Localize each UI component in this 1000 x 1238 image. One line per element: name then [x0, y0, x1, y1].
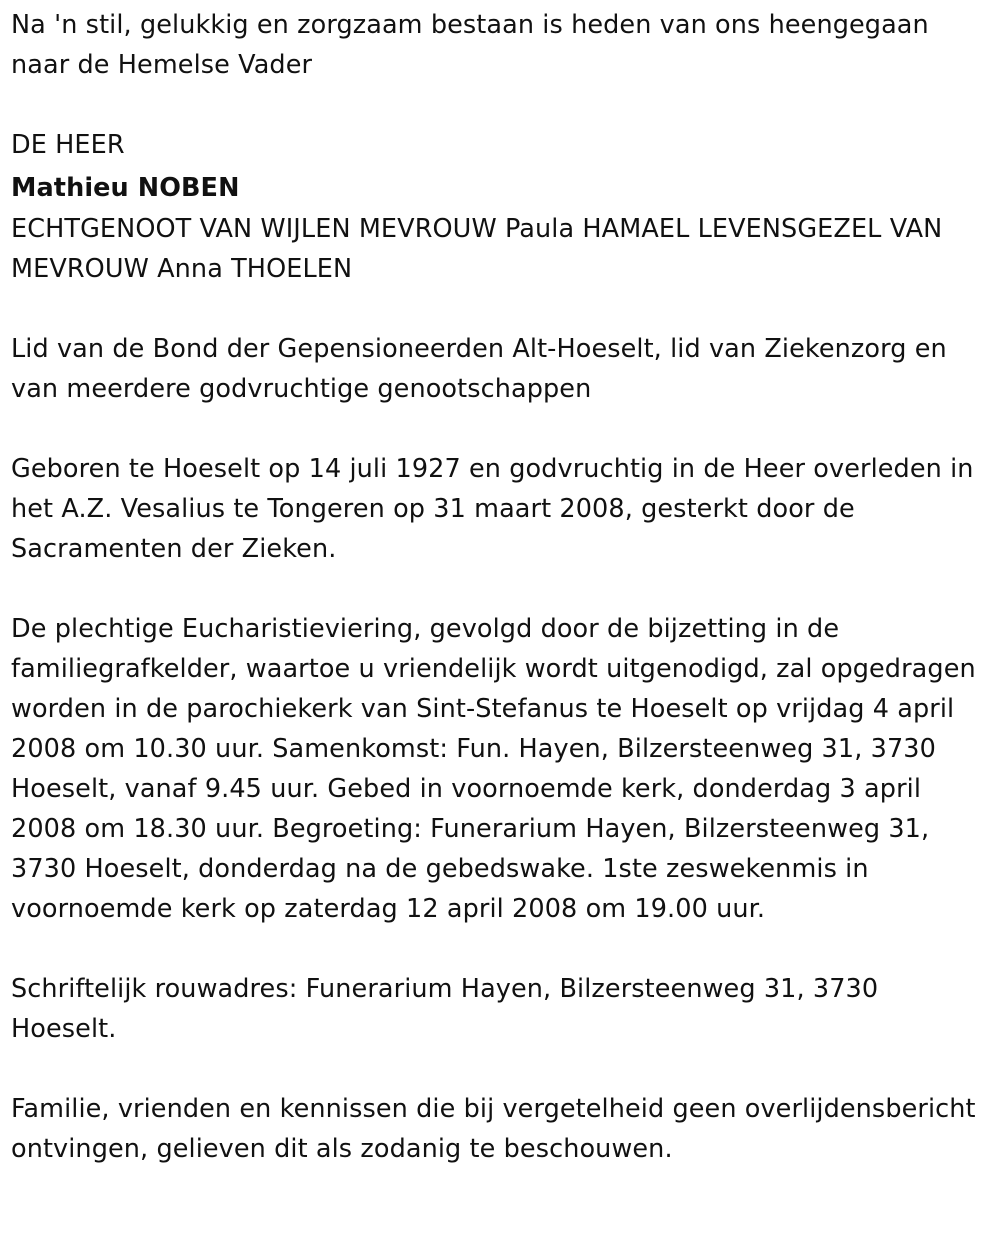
- spacer: [11, 289, 990, 329]
- ceremony-text: De plechtige Eucharistieviering, gevolgd door de bijzetting in de familiegrafkelder, waartoe u vriendelijk wordt uitgenodigd, zal opgedragen worden in de parochiekerk van Sint-Stefanus te Hoeselt op vrijdag 4 april 2008 om 10.30 uur. Samenkomst: Fun. Hayen, Bilzersteenweg 31, 3730 Hoeselt, vanaf 9.45 uur. Gebed in voornoemde kerk, donderdag 3 april 2008 om 18.30 uur. Begroeting: Funerarium Hayen, Bilzersteenweg 31, 3730 Hoeselt, donderdag na de gebedswake. 1ste zeswekenmis in voornoemde kerk op zaterdag 12 april 2008 om 19.00 uur.: [11, 614, 976, 924]
- honorific-title: DE HEER: [11, 130, 125, 160]
- birth-death-text: Geboren te Hoeselt op 14 juli 1927 en godvruchtig in de Heer overleden in het A.Z. Vesalius te Tongeren op 31 maart 2008, gesterkt door de Sacramenten der Zieken.: [11, 454, 974, 564]
- spacer: [11, 85, 990, 125]
- intro-text: Na 'n stil, gelukkig en zorgzaam bestaan is heden van ons heengegaan naar de Hemelse Vader: [11, 10, 929, 80]
- deceased-name: Mathieu NOBEN: [11, 173, 240, 203]
- memberships-text: Lid van de Bond der Gepensioneerden Alt-Hoeselt, lid van Ziekenzorg en van meerdere godvruchtige genootschappen: [11, 334, 947, 404]
- address-text: Schriftelijk rouwadres: Funerarium Hayen, Bilzersteenweg 31, 3730 Hoeselt.: [11, 974, 879, 1044]
- spacer: [11, 1049, 990, 1089]
- spacer: [11, 929, 990, 969]
- spacer: [11, 569, 990, 609]
- closing-text: Familie, vrienden en kennissen die bij vergetelheid geen overlijdensbericht ontvingen, gelieven dit als zodanig te beschouwen.: [11, 1094, 976, 1164]
- relations-text: ECHTGENOOT VAN WIJLEN MEVROUW Paula HAMAEL LEVENSGEZEL VAN MEVROUW Anna THOELEN: [11, 214, 943, 284]
- spacer: [11, 409, 990, 449]
